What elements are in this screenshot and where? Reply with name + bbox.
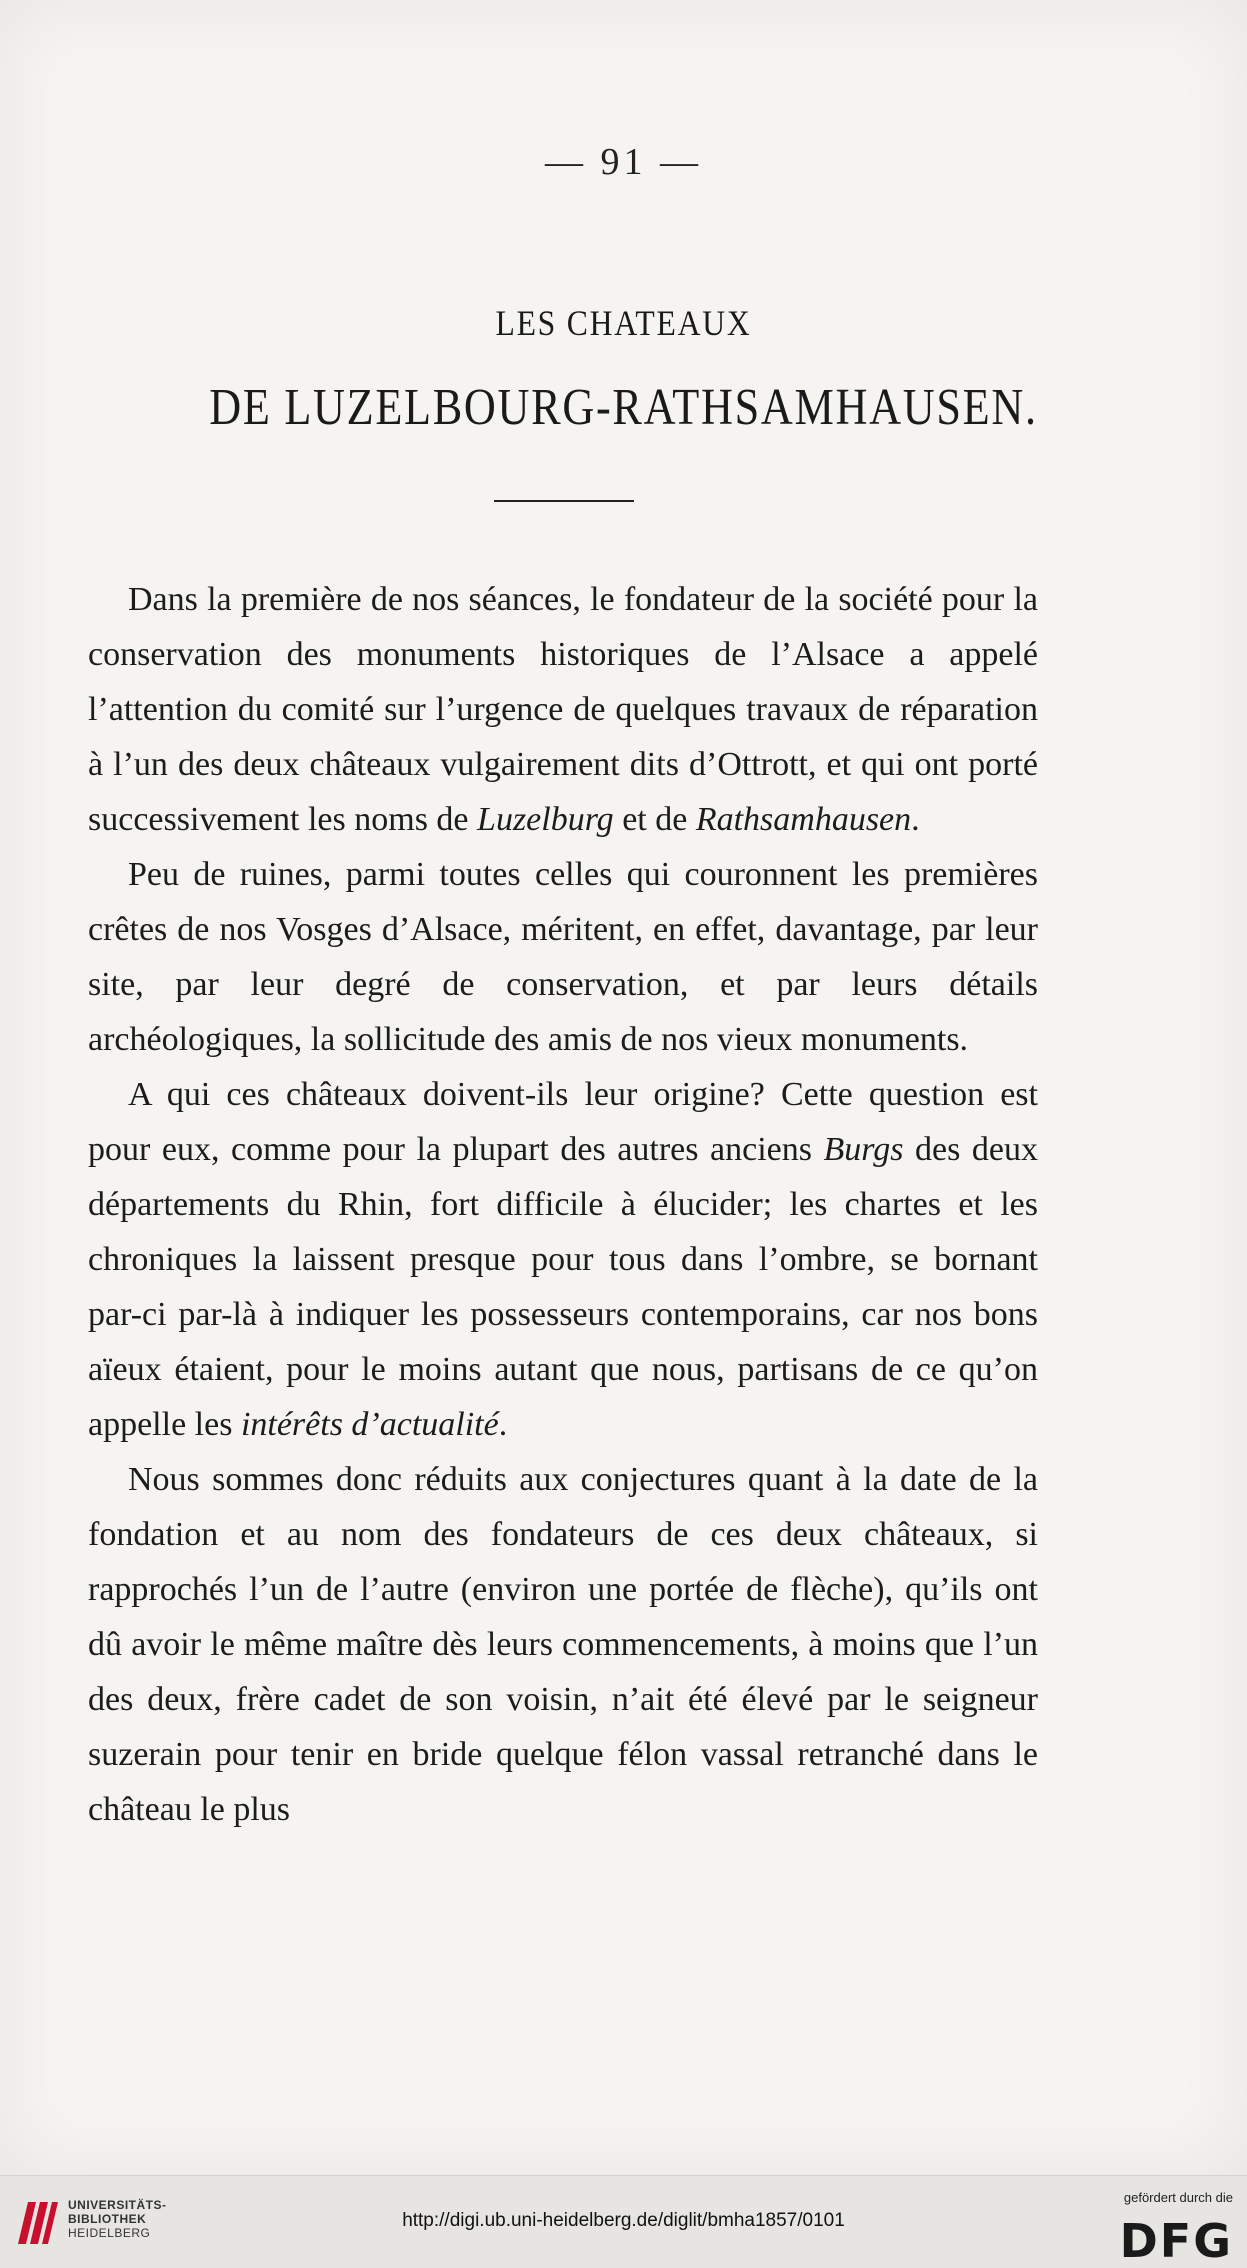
paragraph-text: et de (613, 801, 696, 838)
paragraph-text: Dans la première de nos séances, le fondateur de la société pour la conservation des monuments historiques de l’Alsace a appelé l’attention du comité sur l’urgence de quelques travaux de réparation à l’un des deux châteaux vulgairement dits d’Ottrott, et qui ont porté successivement les noms de (88, 581, 1038, 838)
funder-caption: gefördert durch die (1123, 2190, 1233, 2205)
paragraph-text: Nous sommes donc réduits aux conjectures quant à la date de la fondation et au nom des fondateurs de ces deux châteaux, si rapprochés l’un de l’autre (environ une portée de flèche), qu’ils ont dû avoir le même maître dès leurs commencements, à moins que l’un des deux, frère cadet de son voisin, n’ait été élevé par le seigneur suzerain pour tenir en bride quelque félon vassal retranché dans le château le plus (88, 1461, 1038, 1828)
title-divider (494, 500, 634, 502)
paragraph-text: des deux départements du Rhin, fort difficile à élucider; les chartes et les chroniques la laissent presque pour tous dans l’ombre, se bornant par-ci par-là à indiquer les possesseurs contemporains, car nos bons aïeux étaient, pour le moins autant que nous, partisans de ce qu’on appelle les (88, 1131, 1039, 1443)
italic-text: Rathsamhausen (695, 801, 912, 838)
chapter-title-line2: DE LUZELBOURG-RATHSAMHAUSEN. (209, 379, 1038, 436)
footer-bar (0, 2175, 1247, 2268)
paragraph-text: A qui ces châteaux doivent-ils leur origine? Cette question est pour eux, comme pour la plupart des autres anciens (88, 1076, 1038, 1168)
library-name-line3: HEIDELBERG (68, 2226, 151, 2240)
italic-text: intérêts d’actualité (240, 1406, 499, 1443)
paragraph (88, 572, 1038, 847)
chapter-title-line1: LES CHATEAUX (495, 303, 752, 343)
library-name-line2: BIBLIOTHEK (68, 2212, 147, 2226)
library-name-line1: UNIVERSITÄTS- (68, 2198, 167, 2212)
paragraph (88, 847, 1038, 1067)
paragraph-text: . (498, 1406, 508, 1443)
paragraph (88, 1452, 1038, 1837)
page-number: — 91 — (545, 141, 702, 183)
paragraph-text: Peu de ruines, parmi toutes celles qui couronnent les premières crêtes de nos Vosges d’Alsace, méritent, en effet, davantage, par leur site, par leur degré de conservation, et par leurs détails archéologiques, la sollicitude des amis de nos vieux monuments. (88, 856, 1038, 1058)
paragraph (88, 1067, 1038, 1452)
italic-text: Burgs (823, 1131, 904, 1168)
permalink-url[interactable]: http://digi.ub.uni-heidelberg.de/diglit/bmha1857/0101 (402, 2210, 845, 2231)
dfg-logo: DFG (1119, 2214, 1233, 2268)
body-text (88, 572, 1038, 1837)
italic-text: Luzelburg (477, 801, 614, 838)
paragraph-text: . (911, 801, 920, 838)
